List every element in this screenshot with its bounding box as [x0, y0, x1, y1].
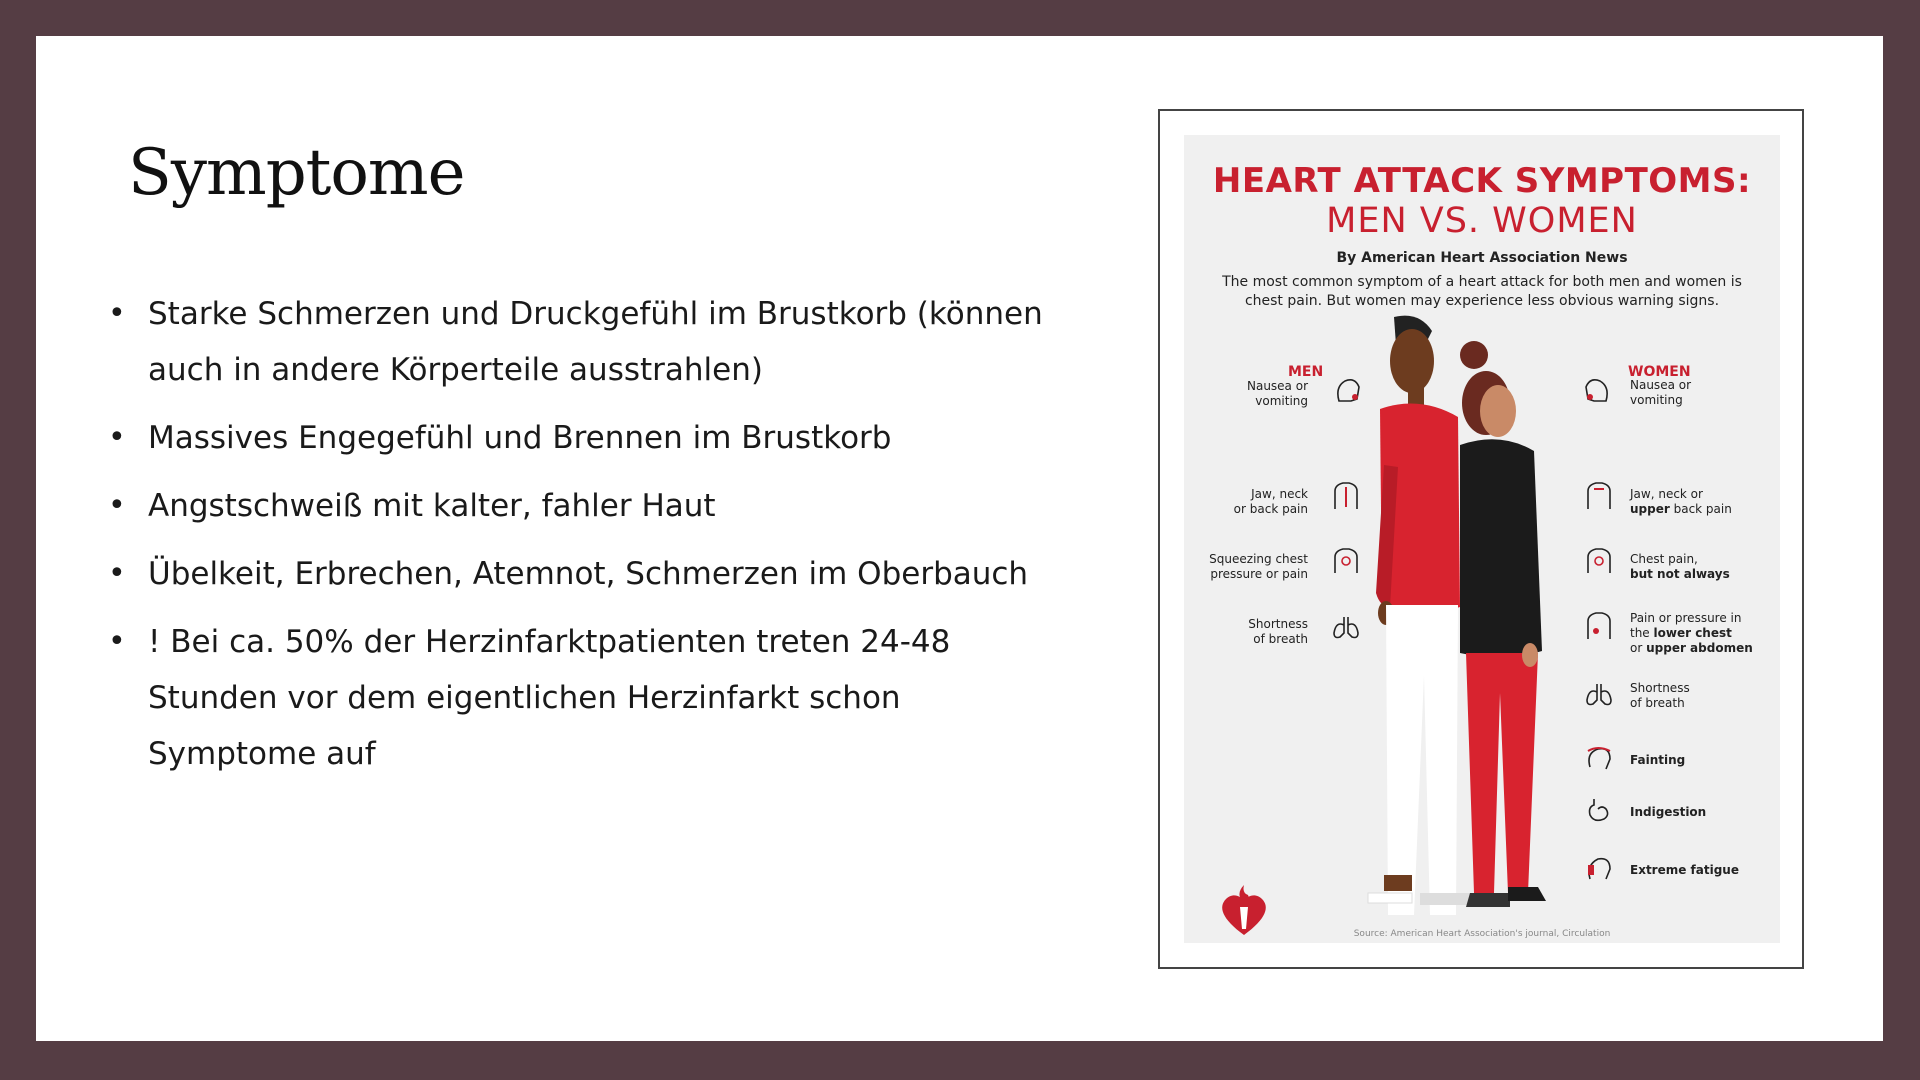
slide [36, 36, 1883, 1041]
symptom-emphasis: upper [1630, 502, 1670, 516]
infographic-frame [1158, 109, 1804, 969]
women-symptom-chest [1630, 552, 1760, 582]
torso-back-icon [1584, 481, 1614, 511]
symptom-emphasis: but not always [1630, 567, 1730, 581]
infographic-subtitle: MEN VS. WOMEN [1326, 201, 1638, 241]
infographic-title: HEART ATTACK SYMPTOMS: [1212, 161, 1752, 201]
women-symptom-fainting: Fainting [1630, 753, 1686, 767]
symptom-text: back pain [1669, 502, 1732, 516]
stomach-icon [1584, 795, 1614, 825]
bullet-item: • Massives Engegefühl und Brennen im Brustkorb [108, 410, 1068, 466]
symptom-text: Squeezing chest [1209, 552, 1308, 566]
men-symptom-jaw [1184, 487, 1308, 517]
symptom-text: Chest pain, [1630, 552, 1698, 566]
women-heading: WOMEN [1628, 364, 1691, 380]
infographic-intro: The most common symptom of a heart attack for both men and women is chest pain. But women may experience less obvious warning signs. [1222, 274, 1742, 309]
women-symptom-jaw [1630, 487, 1760, 517]
symptom-text: Shortness [1630, 681, 1690, 695]
symptom-text [1630, 567, 1760, 582]
symptom-text: Pain or pressure in [1630, 611, 1742, 625]
bullet-item: • Angstschweiß mit kalter, fahler Haut [108, 478, 1068, 534]
symptom-emphasis: upper abdomen [1646, 641, 1753, 655]
lower-chest-icon [1584, 611, 1614, 641]
bullet-item: • Starke Schmerzen und Druckgefühl im Brustkorb (können auch in andere Körperteile ausstrahlen) [108, 286, 1068, 398]
fatigue-icon [1584, 853, 1614, 883]
nausea-head-icon [1331, 375, 1361, 405]
nausea-head-icon [1584, 375, 1614, 405]
symptom-text: or [1630, 641, 1647, 655]
symptom-text: of breath [1630, 696, 1685, 710]
symptom-text: Nausea or [1246, 379, 1308, 393]
symptom-text: Jaw, neck or [1630, 487, 1703, 501]
chest-pain-icon [1331, 545, 1361, 575]
symptom-text [1630, 502, 1760, 517]
women-symptom-breath [1630, 681, 1760, 711]
men-symptom-chest [1184, 552, 1308, 582]
men-symptom-nausea [1184, 379, 1308, 409]
women-symptom-pressure [1630, 611, 1760, 656]
man-woman-illustration [1364, 315, 1604, 915]
symptom-text: of breath [1253, 632, 1308, 646]
slide-title: Symptome [128, 136, 465, 210]
symptom-text: Shortness [1248, 617, 1308, 631]
symptom-text: vomiting [1630, 393, 1683, 407]
symptom-text: Nausea or [1630, 378, 1692, 392]
infographic-byline: By American Heart Association News [1336, 250, 1628, 266]
women-symptom-fatigue: Extreme fatigue [1630, 863, 1739, 877]
symptom-text: or back pain [1233, 502, 1308, 516]
men-symptom-breath [1184, 617, 1308, 647]
men-heading: MEN [1288, 364, 1324, 380]
fainting-icon [1584, 743, 1614, 773]
infographic-source: Source: American Heart Association's journal, Circulation [1353, 929, 1611, 939]
bullet-list [108, 286, 1068, 794]
chest-pain-icon [1584, 545, 1614, 575]
women-symptom-nausea [1630, 378, 1760, 408]
lungs-icon [1331, 611, 1361, 641]
symptom-emphasis: lower chest [1653, 626, 1732, 640]
symptom-text: the [1630, 626, 1654, 640]
women-symptom-indigestion: Indigestion [1630, 805, 1707, 819]
symptom-text: Jaw, neck [1251, 487, 1308, 501]
symptom-text: vomiting [1255, 394, 1308, 408]
bullet-item: • Übelkeit, Erbrechen, Atemnot, Schmerzen im Oberbauch [108, 546, 1068, 602]
infographic [1184, 135, 1780, 943]
symptom-text: pressure or pain [1210, 567, 1308, 581]
symptom-text [1630, 641, 1760, 656]
lungs-icon [1584, 678, 1614, 708]
torso-back-icon [1331, 481, 1361, 511]
bullet-item: • ! Bei ca. 50% der Herzinfarktpatienten treten 24-48 Stunden vor dem eigentlichen Herzinfarkt schon Symptome auf [108, 614, 1068, 782]
symptom-text [1630, 626, 1760, 641]
